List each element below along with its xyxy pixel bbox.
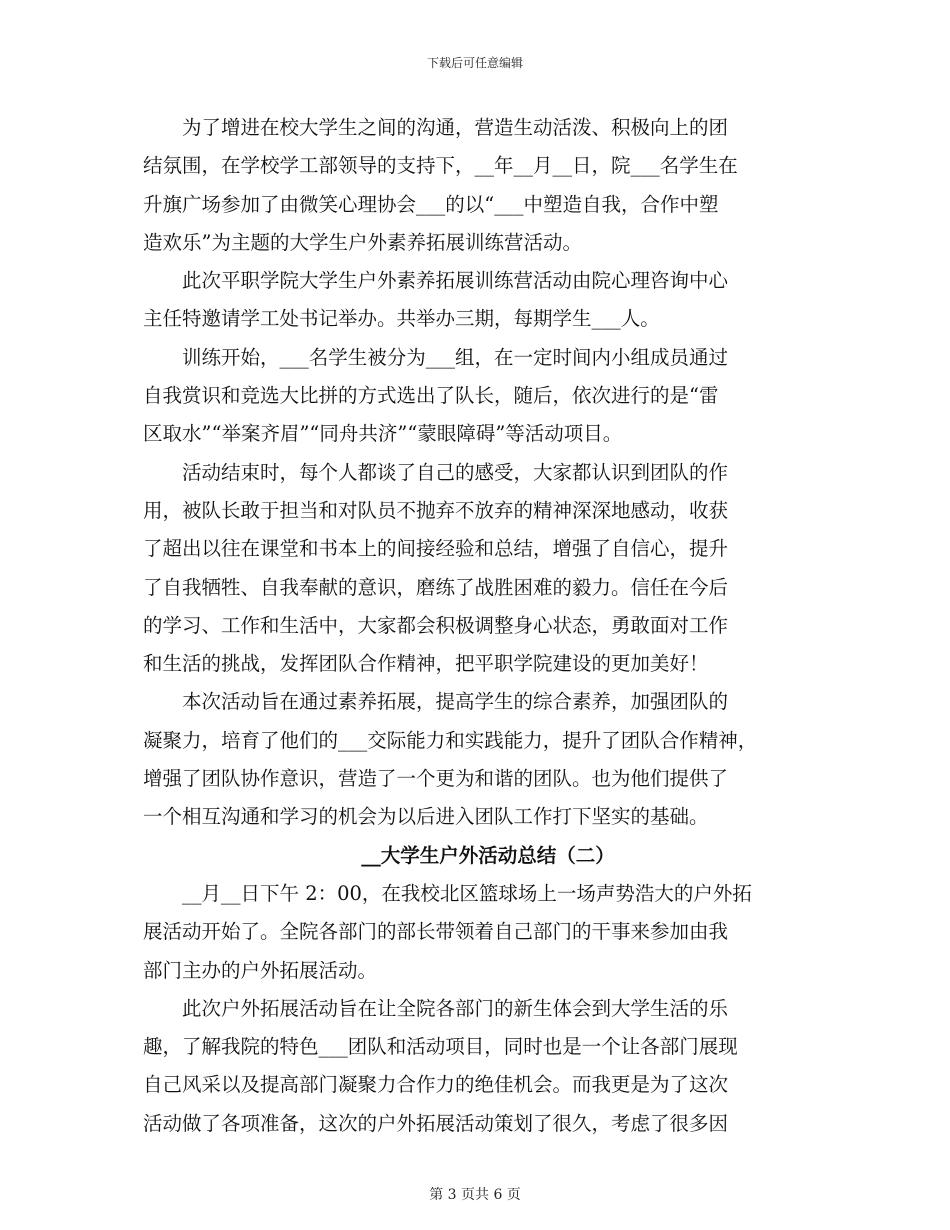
text-line: 结氛围，在学校学工部领导的支持下，__年__月__日，院___名学生在 — [143, 154, 738, 178]
text-line: 一个相互沟通和学习的机会为以后进入团队工作打下坚实的基础。 — [143, 805, 709, 829]
text-line: 了超出以往在课堂和书本上的间接经验和总结，增强了自信心，提升 — [143, 537, 729, 561]
text-line: 展活动开始了。全院各部门的部长带领着自己部门的干事来参加由我 — [143, 920, 729, 944]
text-line: 此次户外拓展活动旨在让全院各部门的新生体会到大学生活的乐 — [143, 996, 729, 1020]
text-line: 活动结束时，每个人都谈了自己的感受，大家都认识到团队的作 — [143, 460, 729, 484]
text-line: 主任特邀请学工处书记举办。共举办三期，每期学生___人。 — [143, 307, 660, 331]
text-line: 增强了团队协作意识，营造了一个更为和谐的团队。也为他们提供了 — [143, 767, 729, 791]
text-line: 自我赏识和竞选大比拼的方式选出了队长，随后，依次进行的是“雷 — [143, 384, 719, 408]
text-line: 活动做了各项准备，这次的户外拓展活动策划了很久，考虑了很多因 — [143, 1111, 729, 1135]
document-body — [143, 109, 813, 1143]
text-line: 训练开始，___名学生被分为___组，在一定时间内小组成员通过 — [143, 345, 729, 369]
text-line: 自己风采以及提高部门凝聚力合作力的绝佳机会。而我更是为了这次 — [143, 1073, 729, 1097]
text-line: 升旗广场参加了由微笑心理协会___的以“___中塑造自我，合作中塑 — [143, 192, 719, 216]
text-line: 为了增进在校大学生之间的沟通，营造生动活泼、积极向上的团 — [143, 116, 729, 139]
section-heading: __大学生户外活动总结（二） — [361, 843, 615, 867]
text-line: 了自我牺牲、自我奉献的意识，磨练了战胜困难的毅力。信任在今后 — [143, 575, 729, 599]
text-line: 用，被队长敢于担当和对队员不抛弃不放弃的精神深深地感动，收获 — [143, 498, 729, 522]
page-footer: 第 3 页共 6 页 — [429, 1187, 521, 1203]
text-line: 本次活动旨在通过素养拓展，提高学生的综合素养，加强团队的 — [143, 690, 729, 714]
text-line: 区取水”“举案齐眉”“同舟共济”“蒙眼障碍”等活动项目。 — [143, 422, 623, 446]
text-line: 此次平职学院大学生户外素养拓展训练营活动由院心理咨询中心 — [143, 269, 729, 293]
text-line: 造欢乐”为主题的大学生户外素养拓展训练营活动。 — [143, 230, 582, 254]
page-header: 下载后可任意编辑 — [426, 56, 523, 70]
text-line: 趣，了解我院的特色___团队和活动项目，同时也是一个让各部门展现 — [143, 1035, 738, 1059]
text-line: 和生活的挑战，发挥团队合作精神，把平职学院建设的更加美好！ — [143, 652, 709, 676]
text-line: 凝聚力，培育了他们的___交际能力和实践能力，提升了团队合作精神， — [143, 728, 758, 752]
text-line: 的学习、工作和生活中，大家都会积极调整身心状态，勇敢面对工作 — [143, 613, 729, 637]
text-line: 部门主办的户外拓展活动。 — [143, 958, 378, 982]
text-line: __月__日下午 2：00，在我校北区篮球场上一场声势浩大的户外拓 — [143, 881, 752, 905]
